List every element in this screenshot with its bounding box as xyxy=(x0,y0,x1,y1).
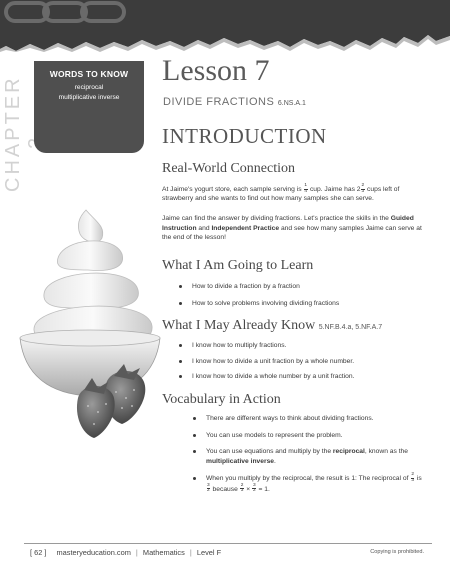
list-item xyxy=(176,282,426,292)
fraction xyxy=(252,484,256,494)
footer-subject: Mathematics xyxy=(142,548,185,557)
footer-level: Level F xyxy=(196,548,222,557)
footer-separator: | xyxy=(135,548,138,557)
real-world-heading: Real-World Connection xyxy=(162,161,296,176)
lesson-subtitle xyxy=(163,96,306,108)
list-item-text: There are different ways to think about dividing fractions. xyxy=(206,415,374,422)
chapter-label: CHAPTER xyxy=(2,75,24,192)
text-run: You can use equations and multiply by the xyxy=(206,448,332,456)
fraction-denominator: 2 xyxy=(207,488,210,494)
fraction-numerator: 1 xyxy=(304,183,308,188)
list-item xyxy=(176,357,426,367)
vocabulary-list xyxy=(190,414,426,494)
times-symbol: × xyxy=(246,485,251,493)
list-item-text: How to solve problems involving dividing fractions xyxy=(192,299,340,307)
footer-site: masteryeducation.com xyxy=(56,548,131,557)
fraction-numerator: 2 xyxy=(411,472,414,478)
text-run: When you multiply by the reciprocal, the result is 1: The reciprocal of xyxy=(206,475,409,483)
list-item xyxy=(190,473,426,494)
bullet-icon xyxy=(193,434,196,437)
vocabulary-heading: Vocabulary in Action xyxy=(162,392,281,407)
words-to-know-term: reciprocal xyxy=(74,84,104,91)
text-run: = 1. xyxy=(258,485,270,493)
fraction-one-fourth xyxy=(304,184,308,194)
copyright-notice: Copying is prohibited. xyxy=(370,549,424,555)
bold-term: Independent Practice xyxy=(211,224,280,232)
heading-standards: 5.NF.B.4.a, 5.NF.A.7 xyxy=(318,324,383,331)
fraction-numerator: 3 xyxy=(207,482,210,488)
list-item xyxy=(176,372,426,382)
fraction xyxy=(411,473,415,483)
footer-divider xyxy=(24,543,432,544)
fraction-denominator: 3 xyxy=(240,488,244,494)
bullet-icon xyxy=(179,302,182,305)
text-run: Jaime can find the answer by dividing fractions. Let's practice the skills in the xyxy=(162,215,389,222)
bold-term: Guided Instruction xyxy=(162,215,414,232)
chain-link-graphic xyxy=(0,0,140,32)
fraction-denominator: 4 xyxy=(304,188,308,194)
bold-term: reciprocal xyxy=(332,448,365,456)
list-item-text: You can use models to represent the problem. xyxy=(206,431,343,439)
bullet-icon xyxy=(179,375,182,378)
list-item xyxy=(190,414,426,424)
list-item xyxy=(176,341,426,351)
text-run: At Jaime's yogurt store, each sample serving is xyxy=(162,185,302,193)
lesson-title: Lesson 7 xyxy=(162,54,270,87)
already-know-heading xyxy=(162,318,382,334)
text-run: , known as the xyxy=(364,448,408,456)
text-run: and see how many samples Jaime can serve at the end of the lesson! xyxy=(162,224,422,242)
real-world-paragraph-1 xyxy=(162,184,422,204)
bullet-icon xyxy=(193,477,196,480)
bullet-icon xyxy=(193,417,196,420)
list-item xyxy=(190,431,426,441)
already-know-list xyxy=(176,341,426,382)
list-item-text: I know how to divide a unit fraction by a whole number. xyxy=(192,357,355,365)
frozen-yogurt-illustration xyxy=(14,198,162,470)
words-to-know-box xyxy=(34,61,144,153)
fraction-denominator: 3 xyxy=(411,477,414,483)
fraction xyxy=(240,484,244,494)
text-run: cup. Jaime has 2 xyxy=(309,185,361,193)
fraction-numerator: 3 xyxy=(252,482,256,488)
words-to-know-list xyxy=(34,83,144,103)
page-number: [ 62 ] xyxy=(30,548,47,557)
fraction-denominator: 3 xyxy=(361,188,365,194)
lesson-topic: DIVIDE FRACTIONS xyxy=(163,96,275,108)
list-item xyxy=(190,447,426,466)
lesson-standard: 6.NS.A.1 xyxy=(277,100,306,107)
text-run: cups left of strawberry and she wants to find out how many samples she can serve. xyxy=(162,185,400,203)
introduction-title: INTRODUCTION xyxy=(162,124,327,148)
bullet-icon xyxy=(179,344,182,347)
fraction xyxy=(207,484,211,494)
words-to-know-title: WORDS TO KNOW xyxy=(49,69,129,79)
words-to-know-term: multiplicative inverse xyxy=(58,94,120,101)
text-run: and xyxy=(198,224,210,232)
heading-text: What I May Already Know xyxy=(162,318,316,333)
list-item-text: How to divide a fraction by a fraction xyxy=(192,283,300,290)
text-run: because xyxy=(212,485,238,493)
bullet-icon xyxy=(193,450,196,453)
real-world-paragraph-2 xyxy=(162,214,422,243)
bullet-icon xyxy=(179,285,182,288)
text-run: is xyxy=(416,475,422,483)
bullet-icon xyxy=(179,360,182,363)
fraction-denominator: 2 xyxy=(252,488,256,494)
fraction-numerator: 2 xyxy=(240,482,244,488)
list-item-text: I know how to divide a whole number by a unit fraction. xyxy=(192,373,355,381)
list-item-text: I know how to multiply fractions. xyxy=(192,342,287,349)
going-to-learn-list xyxy=(176,282,426,308)
text-run: . xyxy=(274,457,276,465)
fraction-two-thirds xyxy=(361,184,365,194)
going-to-learn-heading: What I Am Going to Learn xyxy=(162,258,314,273)
fraction-numerator: 2 xyxy=(361,183,365,188)
bold-term: multiplicative inverse xyxy=(206,457,275,465)
footer-separator: | xyxy=(189,548,192,557)
list-item xyxy=(176,299,426,309)
